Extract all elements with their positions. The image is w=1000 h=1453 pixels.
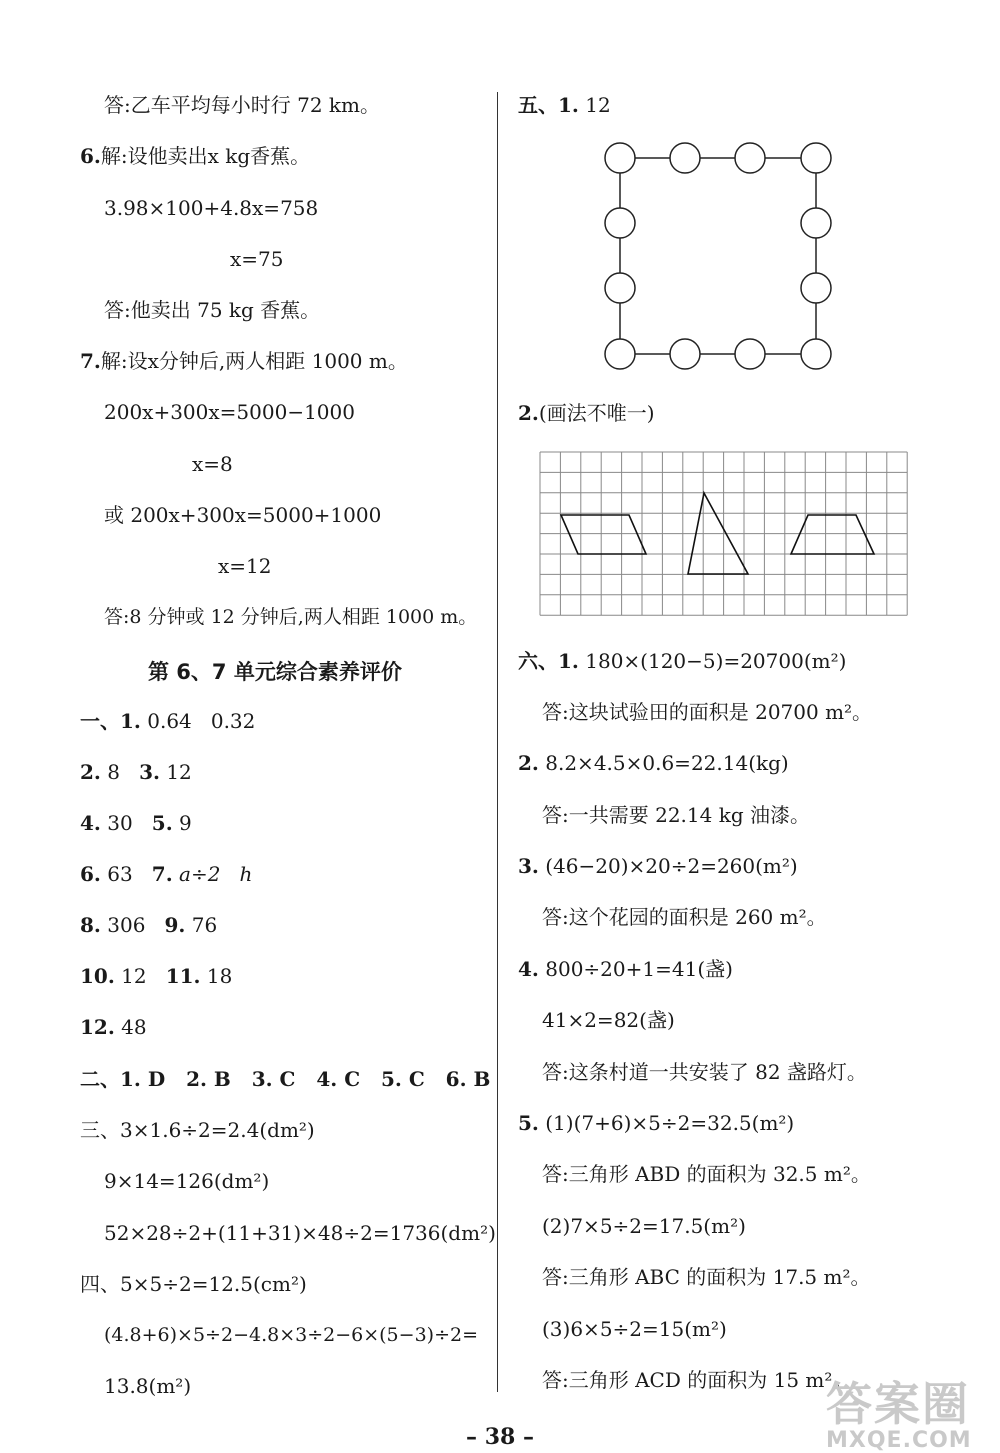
item-number: 2. [80, 760, 101, 784]
section-2-answers: 二、1. D 2. B 3. C 4. C 5. C 6. B [80, 1067, 491, 1091]
answer-line: 答:三角形 ABD 的面积为 32.5 m²。 [542, 1162, 871, 1186]
item-number: 5. [151, 811, 173, 835]
section-4-line: 四、5×5÷2=12.5(cm²) [80, 1272, 307, 1296]
item-number: 11. [165, 964, 201, 988]
answer-line: 答:他卖出 75 kg 香蕉。 [104, 298, 321, 322]
section-3-line: 9×14=126(dm²) [104, 1169, 270, 1193]
watermark-url: MXQE.COM [826, 1428, 972, 1453]
grid-lines [540, 452, 907, 615]
problem-text: 解:设他卖出x kg香蕉。 [100, 144, 311, 168]
item-number: 2. [518, 401, 539, 425]
circle-node [605, 339, 635, 369]
equation-line: 200x+300x=5000−1000 [104, 400, 355, 424]
circle-node [605, 143, 635, 173]
equation-line: 41×2=82(盏) [542, 1008, 675, 1032]
answer-line: 答:三角形 ACD 的面积为 15 m²。 [542, 1368, 853, 1392]
circle-node [735, 339, 765, 369]
equation-line: x=12 [218, 554, 272, 578]
item-number: 4. [80, 811, 101, 835]
item-number: 7. [151, 862, 173, 886]
section-3-line: 52×28÷2+(11+31)×48÷2=1736(dm²) [104, 1221, 496, 1245]
problem-text: 解:设x分钟后,两人相距 1000 m。 [100, 349, 408, 373]
answer-line: 答:这块试验田的面积是 20700 m²。 [542, 700, 873, 724]
item-number: 4. [518, 957, 539, 981]
answer-item [80, 861, 252, 887]
item-text: 306 [107, 913, 146, 937]
problem-7 [80, 348, 408, 374]
item-text: 12 [585, 93, 611, 117]
problem-number: 6. [80, 144, 101, 168]
answer-line: 答:乙车平均每小时行 72 km。 [104, 93, 380, 117]
problem-number: 7. [80, 349, 101, 373]
item-text: 8.2×4.5×0.6=22.14(kg) [545, 751, 789, 775]
answer-line: 答:一共需要 22.14 kg 油漆。 [542, 803, 810, 827]
answer-item [80, 759, 192, 785]
circle-node [605, 273, 635, 303]
answer-item [80, 912, 217, 938]
item-text: 180×(120−5)=20700(m²) [585, 649, 847, 673]
section-4-line: 13.8(m²) [104, 1374, 192, 1398]
item-text: (46−20)×20÷2=260(m²) [545, 854, 798, 878]
answer-item [80, 708, 255, 734]
equation-line: (2)7×5÷2=17.5(m²) [542, 1214, 746, 1238]
equation-line: 3.98×100+4.8x=758 [104, 196, 319, 220]
section-3-line: 三、3×1.6÷2=2.4(dm²) [80, 1118, 315, 1142]
item-text: 12 [166, 760, 192, 784]
problem-6 [80, 143, 310, 169]
answer-item [80, 1014, 147, 1040]
item-text: 30 [107, 811, 133, 835]
trapezoid-shape [791, 515, 874, 554]
item-number: 五、1. [518, 93, 579, 117]
item-text: 12 [121, 964, 147, 988]
answer-line: 答:这个花园的面积是 260 m²。 [542, 905, 827, 929]
circle-node [670, 339, 700, 369]
item-text: 63 [107, 862, 133, 886]
item-number: 12. [80, 1015, 115, 1039]
item-number: 3. [518, 854, 539, 878]
circle-node [801, 273, 831, 303]
problem-3 [518, 853, 798, 879]
section-title: 第 6、7 单元综合素养评价 [148, 660, 402, 684]
parallelogram-shape [561, 515, 646, 554]
item-number: 6. [80, 862, 101, 886]
section-5-item-2 [518, 400, 655, 426]
equation-line: x=75 [230, 247, 284, 271]
square-outline [620, 158, 816, 354]
equation-line: x=8 [192, 452, 233, 476]
problem-4 [518, 956, 733, 982]
item-number: 8. [80, 913, 101, 937]
item-text: 18 [206, 964, 233, 988]
problem-5 [518, 1110, 794, 1136]
item-text: 0.64 0.32 [147, 709, 256, 733]
item-text: (1)(7+6)×5÷2=32.5(m²) [545, 1111, 795, 1135]
section-4-line: (4.8+6)×5÷2−4.8×3÷2−6×(5−3)÷2= [104, 1324, 478, 1346]
section-5-item-1 [518, 92, 611, 118]
column-divider [497, 92, 498, 1392]
item-text: 9 [179, 811, 192, 835]
item-number: 3. [139, 760, 160, 784]
item-text: (画法不唯一) [538, 401, 655, 425]
answer-line: 答:这条村道一共安装了 82 盏路灯。 [542, 1060, 867, 1084]
circle-square-diagram [598, 140, 838, 376]
item-number: 六、1. [518, 649, 579, 673]
item-text: a÷2 h [179, 862, 253, 886]
item-number: 5. [518, 1111, 539, 1135]
answer-item [80, 963, 232, 989]
page-number: – 38 – [466, 1424, 534, 1450]
item-number: 10. [80, 964, 115, 988]
circle-node [605, 208, 635, 238]
circle-node [735, 143, 765, 173]
item-text: 800÷20+1=41(盏) [545, 957, 733, 981]
item-text: 76 [191, 913, 218, 937]
answer-line: 答:8 分钟或 12 分钟后,两人相距 1000 m。 [104, 606, 478, 628]
answer-item [80, 810, 192, 836]
item-number: 2. [518, 751, 539, 775]
circle-node [801, 208, 831, 238]
answer-line: 答:三角形 ABC 的面积为 17.5 m²。 [542, 1265, 871, 1289]
circle-node [670, 143, 700, 173]
item-number: 9. [164, 913, 186, 937]
item-number: 一、1. [80, 709, 141, 733]
circle-node [801, 143, 831, 173]
watermark-text: 答案圈 [826, 1377, 970, 1431]
equation-line: (3)6×5÷2=15(m²) [542, 1317, 727, 1341]
equation-line: 或 200x+300x=5000+1000 [104, 503, 382, 527]
grid-drawing [538, 450, 920, 620]
item-text: 48 [121, 1015, 147, 1039]
problem-2 [518, 750, 789, 776]
item-text: 8 [107, 760, 120, 784]
circle-node [801, 339, 831, 369]
section-6-item-1 [518, 648, 846, 674]
